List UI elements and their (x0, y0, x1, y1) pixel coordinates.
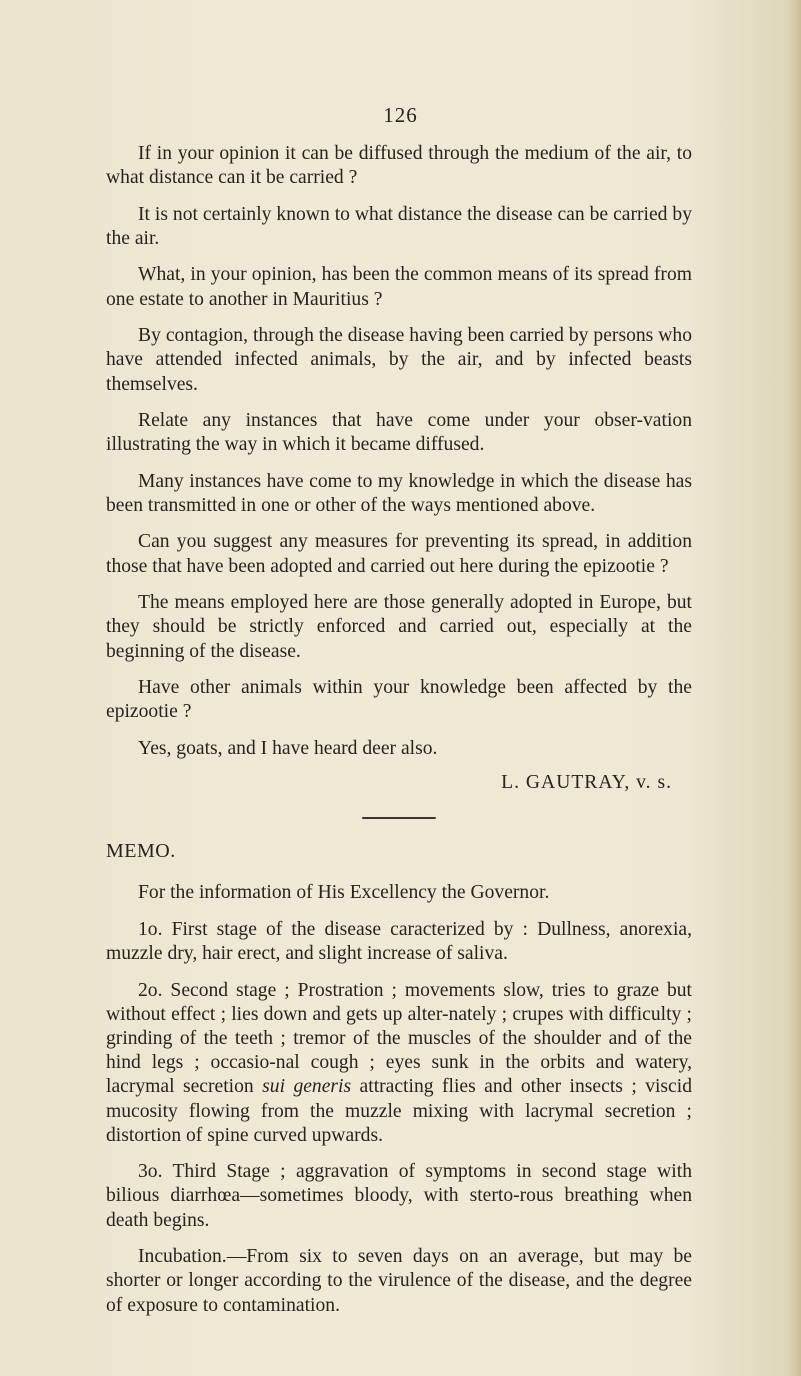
question-instances: Relate any instances that have come under your obser-vation illustrating the way in which it became diffused. (106, 410, 692, 456)
signature: L. GAUTRAY, v. s. (501, 771, 672, 793)
question-measures: Can you suggest any measures for preventing its spread, in addition those that have been adopted and carried out here during the epizootie ? (106, 531, 692, 577)
page-number: 126 (383, 103, 418, 127)
memo-stage-1: 1o. First stage of the disease caracterized by : Dullness, anorexia, muzzle dry, hair erect, and slight increase of saliva. (106, 918, 692, 965)
memo-stage-2-text-end: attracting flies and other insects ; viscid mucosity flowing from the muzzle mixing with lacrymal secretion ; distortion of spine curved upwards. (106, 1076, 692, 1146)
answer-instances: Many instances have come to my knowledge in which the disease has been transmitted in one or other of the ways mentioned above. (106, 470, 692, 516)
answer-air-distance: It is not certainly known to what distance the disease can be carried by the air. (106, 203, 692, 249)
memo-intro: For the information of His Excellency the Governor. (138, 882, 550, 904)
memo-stage-2 (106, 979, 692, 1148)
memo-stage-2-text: 2o. Second stage ; Prostration ; movements slow, tries to graze but without effect ; lies down and gets up alter-nately ; crupes with difficulty ; grinding of the teeth ; tremor of the muscles of the shoulder and of the hind legs ; occasio-nal cough ; eyes sunk in the orbits and watery, lacrymal secretion (106, 979, 692, 1098)
answer-measures: The means employed here are those generally adopted in Europe, but they should be strictly enforced and carried out, especially at the beginning of the disease. (106, 592, 692, 662)
question-air-distance: If in your opinion it can be diffused through the medium of the air, to what distance can it be carried ? (106, 143, 692, 189)
question-common-means: What, in your opinion, has been the common means of its spread from one estate to another in Mauritius ? (106, 264, 692, 310)
memo-stage-2-italic: sui generis (262, 1076, 352, 1098)
section-divider (362, 817, 436, 819)
answer-common-means: By contagion, through the disease having been carried by persons who have attended infected animals, by the air, and by infected beasts themselves. (106, 325, 692, 395)
memo-heading: MEMO. (106, 840, 176, 863)
memo-incubation: Incubation.—From six to seven days on an average, but may be shorter or longer according to the virulence of the disease, and the degree of exposure to contamination. (106, 1246, 692, 1316)
page-edge-shadow (787, 0, 801, 1376)
page-body (106, 142, 692, 1330)
question-other-animals: Have other animals within your knowledge been affected by the epizootie ? (106, 677, 692, 723)
answer-other-animals: Yes, goats, and I have heard deer also. (138, 737, 438, 759)
memo-stage-3: 3o. Third Stage ; aggravation of symptoms in second stage with bilious diarrhœa—sometimes bloody, with sterto-rous breathing when death begins. (106, 1161, 692, 1231)
